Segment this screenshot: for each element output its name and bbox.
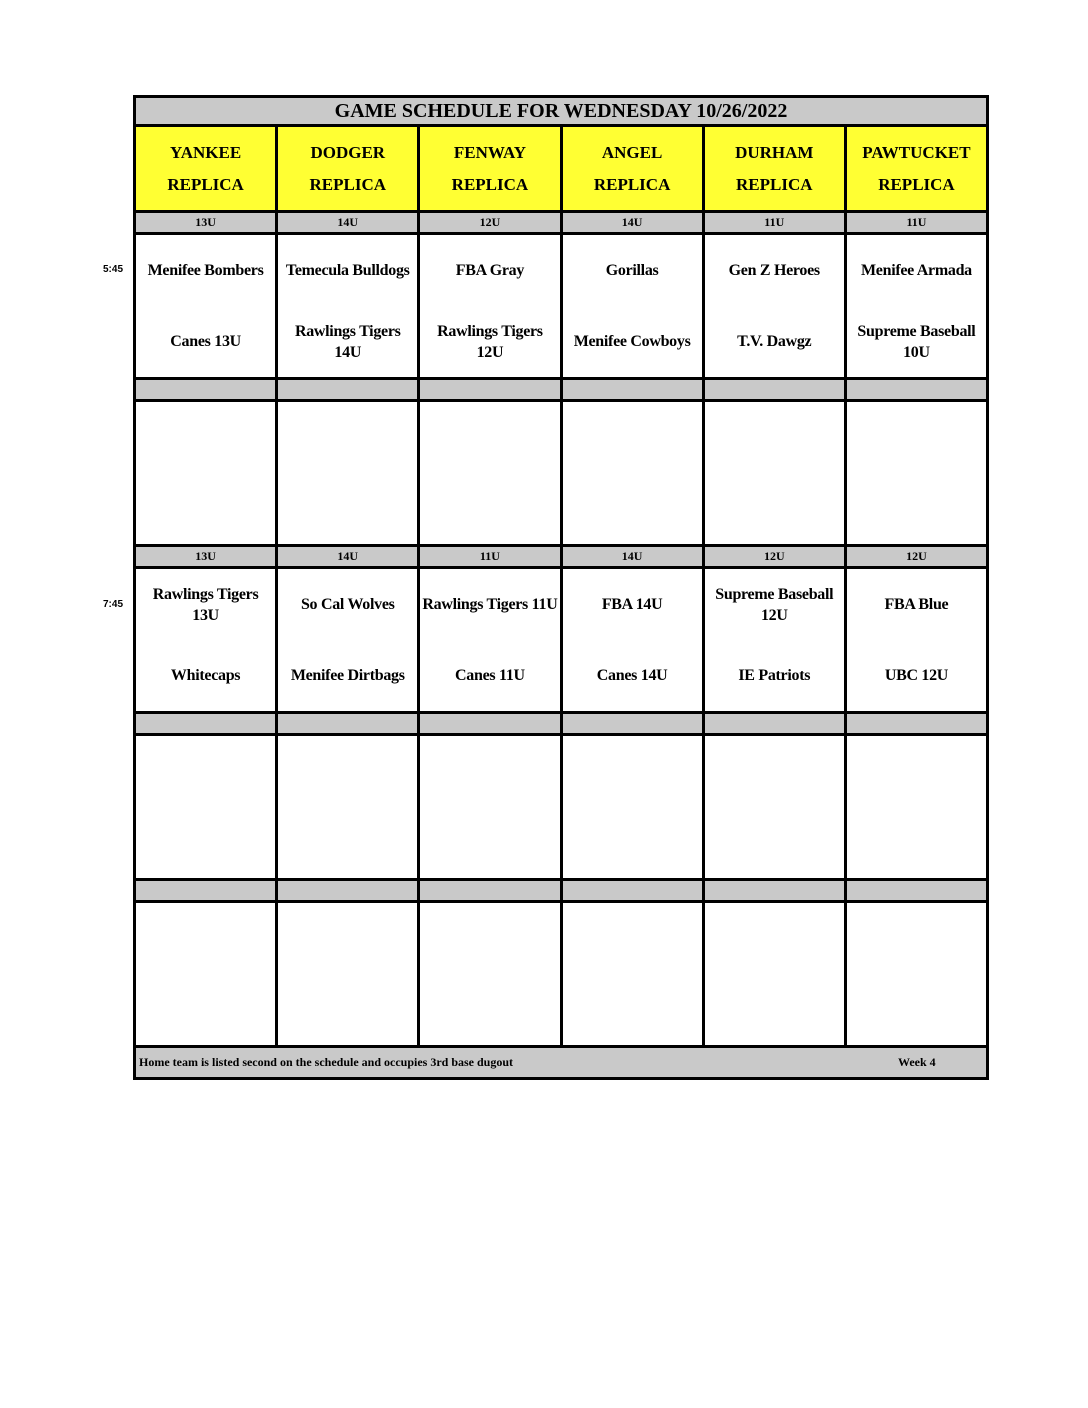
division-label: 13U	[136, 213, 278, 232]
field-header-angel	[563, 127, 705, 210]
game-cell	[136, 569, 278, 711]
division-label	[278, 380, 420, 399]
division-label: 14U	[278, 547, 420, 566]
home-team: Canes 11U	[455, 667, 525, 684]
away-team: Rawlings Tigers 13U	[152, 585, 259, 624]
division-label: 11U	[847, 213, 986, 232]
division-label	[705, 881, 847, 900]
field-name: ANGEL	[601, 142, 663, 162]
game-cell	[563, 402, 705, 544]
away-team: Rawlings Tigers 11U	[422, 596, 558, 613]
game-cell	[420, 235, 562, 377]
home-team: Menifee Dirtbags	[290, 667, 405, 684]
field-name: FENWAY	[453, 142, 526, 162]
field-header-row	[136, 127, 986, 213]
field-header-pawtucket	[847, 127, 986, 210]
game-cell	[705, 736, 847, 878]
game-cell	[705, 569, 847, 711]
game-cell	[420, 903, 562, 1045]
home-team: IE Patriots	[738, 667, 811, 684]
home-team: Whitecaps	[170, 667, 241, 684]
division-row-empty-2	[136, 714, 986, 736]
game-cell	[278, 402, 420, 544]
home-team: Rawlings Tigers 14U	[294, 322, 401, 361]
game-cell	[420, 569, 562, 711]
schedule-table	[133, 95, 989, 1080]
division-row-empty-1	[136, 380, 986, 402]
away-team: Menifee Armada	[861, 262, 972, 279]
division-label: 12U	[847, 547, 986, 566]
field-type: REPLICA	[167, 174, 244, 194]
division-label	[563, 714, 705, 733]
game-cell	[136, 402, 278, 544]
division-row-slot-2	[136, 547, 986, 569]
game-cell	[278, 569, 420, 711]
division-label	[705, 380, 847, 399]
time-slot-2: 7:45	[103, 599, 124, 610]
field-name: YANKEE	[170, 142, 242, 162]
division-label	[420, 881, 562, 900]
game-cell	[563, 569, 705, 711]
game-row-slot-1	[136, 235, 986, 380]
game-cell	[705, 235, 847, 377]
division-label	[278, 714, 420, 733]
empty-game-row-2	[136, 736, 986, 881]
division-label	[563, 881, 705, 900]
field-type: REPLICA	[593, 174, 671, 194]
game-cell	[705, 402, 847, 544]
away-team: FBA 14U	[601, 596, 663, 613]
week-label: Week 4	[898, 1055, 936, 1069]
field-type: REPLICA	[309, 174, 387, 194]
home-team-note: Home team is listed second on the schedule and occupies 3rd base dugout	[139, 1055, 514, 1069]
home-team: Rawlings Tigers 12U	[437, 322, 543, 361]
game-cell	[847, 903, 986, 1045]
time-slot-1: 5:45	[103, 264, 124, 275]
division-label: 14U	[278, 213, 420, 232]
empty-game-row-3	[136, 903, 986, 1048]
game-cell	[278, 736, 420, 878]
division-label: 14U	[563, 213, 705, 232]
home-team: Canes 14U	[596, 667, 668, 684]
field-name: DODGER	[310, 142, 386, 162]
game-cell	[847, 235, 986, 377]
division-label: 13U	[136, 547, 278, 566]
away-team: Menifee Bombers	[147, 262, 264, 279]
game-cell	[847, 402, 986, 544]
game-cell	[278, 903, 420, 1045]
away-team: FBA Blue	[884, 596, 949, 613]
game-cell	[278, 235, 420, 377]
game-cell	[136, 903, 278, 1045]
game-cell	[847, 569, 986, 711]
division-label	[136, 714, 278, 733]
field-type: REPLICA	[736, 174, 813, 194]
home-team: Canes 13U	[170, 333, 241, 350]
away-team: FBA Gray	[455, 262, 525, 279]
game-cell	[705, 903, 847, 1045]
field-name: DURHAM	[735, 142, 814, 162]
game-cell	[563, 736, 705, 878]
game-cell	[847, 736, 986, 878]
home-team: T.V. Dawgz	[737, 333, 812, 350]
away-team: Supreme Baseball 12U	[715, 585, 834, 624]
division-label: 14U	[563, 547, 705, 566]
schedule-footer	[136, 1048, 986, 1077]
away-team: Temecula Bulldogs	[285, 262, 410, 279]
away-team: Gorillas	[605, 262, 659, 279]
division-label: 11U	[420, 547, 562, 566]
home-team: Supreme Baseball 10U	[857, 322, 976, 361]
division-label	[563, 380, 705, 399]
division-label	[847, 881, 986, 900]
division-row-empty-3	[136, 881, 986, 903]
division-label	[136, 881, 278, 900]
division-row-slot-1	[136, 213, 986, 235]
field-name: PAWTUCKET	[862, 142, 971, 162]
field-header-durham	[705, 127, 847, 210]
field-header-fenway	[420, 127, 562, 210]
home-team: UBC 12U	[884, 667, 949, 684]
division-label	[278, 881, 420, 900]
game-cell	[420, 402, 562, 544]
empty-game-row-1	[136, 402, 986, 547]
game-cell	[563, 903, 705, 1045]
division-label	[847, 380, 986, 399]
field-type: REPLICA	[451, 174, 529, 194]
division-label	[136, 380, 278, 399]
away-team: So Cal Wolves	[300, 596, 395, 613]
field-header-dodger	[278, 127, 420, 210]
game-cell	[420, 736, 562, 878]
away-team: Gen Z Heroes	[728, 262, 820, 279]
field-header-yankee	[136, 127, 278, 210]
division-label	[420, 714, 562, 733]
game-row-slot-2	[136, 569, 986, 714]
division-label: 12U	[705, 547, 847, 566]
home-team: Menifee Cowboys	[573, 333, 691, 350]
division-label: 11U	[705, 213, 847, 232]
division-label: 12U	[420, 213, 562, 232]
game-cell	[136, 235, 278, 377]
field-type: REPLICA	[878, 174, 955, 194]
division-label	[847, 714, 986, 733]
game-cell	[136, 736, 278, 878]
game-cell	[563, 235, 705, 377]
schedule-title: GAME SCHEDULE FOR WEDNESDAY 10/26/2022	[136, 98, 986, 127]
division-label	[420, 380, 562, 399]
division-label	[705, 714, 847, 733]
